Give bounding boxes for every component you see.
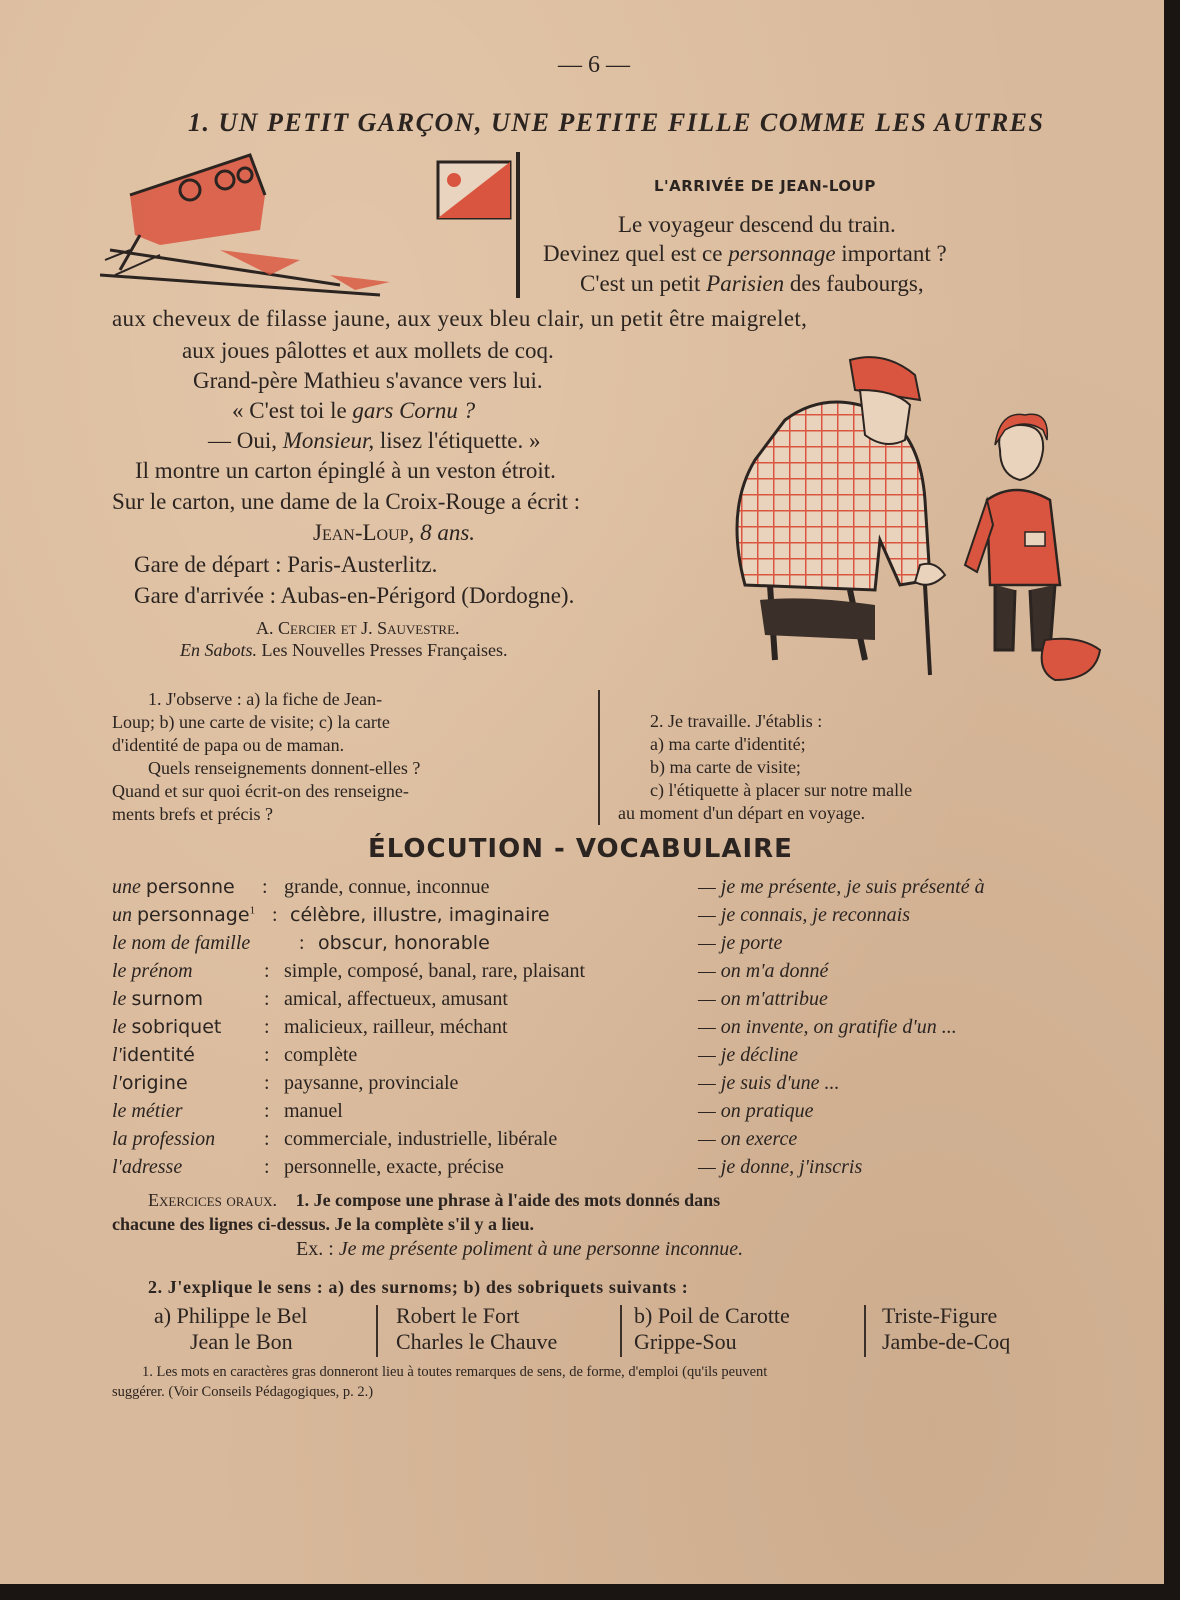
column-divider <box>598 690 600 825</box>
vocab-term <box>112 904 255 927</box>
footnote: suggérer. (Voir Conseils Pédagogiques, p. 2.) <box>112 1384 374 1400</box>
story-text: En Sabots. <box>180 640 258 660</box>
vocab-term <box>112 960 193 983</box>
story-line: Il montre un carton épinglé à un veston étroit. <box>135 458 556 483</box>
oral-exercise-2: 2. J'explique le sens : a) des surnoms; b) des sobriquets suivants : <box>148 1277 689 1297</box>
vocab-colon: : <box>299 932 305 954</box>
vocab-adjectives: personnelle, exacte, précise <box>284 1156 504 1178</box>
vocab-term <box>112 1072 188 1095</box>
oral-exercise-1-cont: chacune des lignes ci-dessus. Je la complète s'il y a lieu. <box>112 1214 534 1234</box>
vocab-term <box>112 1044 195 1067</box>
vocab-verbs: — on m'attribue <box>698 988 828 1010</box>
vocab-article: l'adresse <box>112 1156 183 1178</box>
footnote-marker: 1 <box>249 904 256 917</box>
vocab-colon: : <box>264 1100 270 1122</box>
vocab-word: personnage <box>137 904 250 926</box>
signal-flag-illustration <box>432 150 527 300</box>
vocab-verbs: — je suis d'une ... <box>698 1072 840 1094</box>
vocab-colon: : <box>264 1072 270 1094</box>
observe-line: ments brefs et précis ? <box>112 804 273 824</box>
story-text: Devinez quel est ce <box>543 241 729 266</box>
vocab-article: le nom de famille <box>112 932 251 954</box>
vocab-article: le <box>112 988 132 1010</box>
vocab-term <box>112 932 250 955</box>
names-grid <box>112 1303 1072 1359</box>
vocab-word: origine <box>121 1072 188 1094</box>
name-item: b) Poil de Carotte <box>634 1303 790 1328</box>
names-divider <box>620 1305 622 1357</box>
vocab-verbs: — on invente, on gratifie d'un ... <box>698 1016 957 1038</box>
vocab-adjectives: simple, composé, banal, rare, plaisant <box>284 960 586 982</box>
train-illustration <box>100 150 400 310</box>
story-text: C'est un petit <box>580 271 707 296</box>
story-line: Sur le carton, une dame de la Croix-Rouge a écrit : <box>112 489 581 514</box>
story-line: Gare d'arrivée : Aubas-en-Périgord (Dordogne). <box>134 583 575 608</box>
vocab-adjectives: manuel <box>284 1100 343 1122</box>
exercise-text: 1. Je compose une phrase à l'aide des mots donnés dans <box>295 1190 721 1210</box>
story-text: Les Nouvelles Presses Françaises. <box>257 640 508 660</box>
vocab-colon: : <box>264 988 270 1010</box>
example-prefix: Ex. : <box>296 1238 339 1260</box>
footnote: 1. Les mots en caractères gras donneront lieu à toutes remarques de sens, de forme, d'emploi (qu'ils peuvent <box>142 1364 768 1380</box>
vocab-verbs: — on exerce <box>698 1128 798 1150</box>
story-text: Le voyageur descend du train. <box>618 212 896 237</box>
vocab-adjectives: célèbre, illustre, imaginaire <box>290 904 550 926</box>
vocab-colon: : <box>264 1044 270 1066</box>
vocab-colon: : <box>264 1016 270 1038</box>
travaille-line: 2. Je travaille. J'établis : <box>650 711 823 731</box>
vocab-verbs: — je décline <box>698 1044 798 1066</box>
story-line <box>543 241 947 267</box>
vocabulary-table <box>112 876 1102 1176</box>
name-item: a) Philippe le Bel <box>154 1303 308 1328</box>
name-item: Robert le Fort <box>396 1303 520 1328</box>
vocab-verbs: — je donne, j'inscris <box>698 1156 863 1178</box>
vocab-article: le <box>112 1016 132 1038</box>
story-text: 8 ans. <box>420 520 476 545</box>
exercise-travaille <box>618 710 1088 825</box>
name-item: Jambe-de-Coq <box>882 1329 1011 1354</box>
story-line: aux cheveux de filasse jaune, aux yeux bleu clair, un petit être maigrelet, <box>112 306 808 331</box>
vocab-adjectives: obscur, honorable <box>318 932 490 954</box>
story-title: L'ARRIVÉE DE JEAN-LOUP <box>654 177 876 195</box>
example-text: Je me présente poliment à une personne inconnue. <box>338 1238 744 1260</box>
vocab-adjectives: paysanne, provinciale <box>284 1072 459 1094</box>
story-line: aux joues pâlottes et aux mollets de coq. <box>182 338 554 363</box>
vocab-adjectives: amical, affectueux, amusant <box>284 988 508 1010</box>
story-text: personnage <box>728 241 836 266</box>
story-text: lisez l'étiquette. » <box>374 428 541 453</box>
name-item: Grippe-Sou <box>634 1329 737 1354</box>
exercises-label: Exercices oraux. <box>148 1190 278 1210</box>
vocab-word: sobriquet <box>131 1016 222 1038</box>
chapter-title: 1. UN PETIT GARÇON, UNE PETITE FILLE COMME LES AUTRES <box>188 108 1045 137</box>
story-line: Gare de départ : Paris-Austerlitz. <box>134 552 438 577</box>
story-line <box>208 428 541 454</box>
vocab-colon: : <box>264 960 270 982</box>
story-line <box>580 271 924 297</box>
travaille-line: au moment d'un départ en voyage. <box>618 803 866 823</box>
story-source <box>180 640 507 661</box>
vocab-word: identité <box>121 1044 195 1066</box>
vocab-term <box>112 1128 215 1151</box>
exercise-observe <box>112 688 584 826</box>
story-author: A. Cercier et J. Sauvestre. <box>256 618 460 638</box>
vocab-verbs: — on m'a donné <box>698 960 829 982</box>
travaille-line: b) ma carte de visite; <box>650 757 801 777</box>
story-text: gars Cornu ? <box>352 398 476 423</box>
vocab-article: une <box>112 876 146 898</box>
travaille-line: c) l'étiquette à placer sur notre malle <box>650 780 913 800</box>
vocab-adjectives: commerciale, industrielle, libérale <box>284 1128 558 1150</box>
story-line: Grand-père Mathieu s'avance vers lui. <box>193 368 543 393</box>
vocab-article: le métier <box>112 1100 183 1122</box>
vocab-article: l' <box>112 1072 122 1094</box>
observe-line: Quand et sur quoi écrit-on des renseigne- <box>112 781 409 801</box>
vocab-adjectives: complète <box>284 1044 358 1066</box>
vocab-article: la profession <box>112 1128 216 1150</box>
vocab-term <box>112 988 203 1011</box>
vocab-article: le prénom <box>112 960 193 982</box>
story-text: Monsieur, <box>282 428 375 453</box>
vocab-term <box>112 1100 183 1123</box>
vocab-colon: : <box>272 904 278 926</box>
vocab-adjectives: grande, connue, inconnue <box>284 876 490 898</box>
name-item: Jean le Bon <box>190 1329 293 1354</box>
names-divider <box>376 1305 378 1357</box>
oral-exercise-1 <box>148 1190 720 1211</box>
observe-line: 1. J'observe : a) la fiche de Jean- <box>148 689 383 709</box>
story-text: « C'est toi le <box>232 398 353 423</box>
story-line <box>618 212 896 238</box>
story-text: Parisien <box>706 271 785 296</box>
observe-line: Loup; b) une carte de visite; c) la carte <box>112 712 390 732</box>
observe-line: Quels renseignements donnent-elles ? <box>148 758 421 778</box>
vocab-verbs: — je me présente, je suis présenté à <box>698 876 985 898</box>
section-title: ÉLOCUTION - VOCABULAIRE <box>368 834 793 864</box>
vocab-verbs: — on pratique <box>698 1100 814 1122</box>
example-sentence <box>296 1238 743 1261</box>
vocab-verbs: — je connais, je reconnais <box>698 904 911 926</box>
vocab-colon: : <box>262 876 268 898</box>
grandfather-and-boy-illustration <box>725 350 1105 690</box>
story-line <box>232 398 475 424</box>
vocab-article: un <box>112 904 137 926</box>
vocab-article: l' <box>112 1044 122 1066</box>
vocab-term <box>112 1156 182 1179</box>
name-item: Charles le Chauve <box>396 1329 558 1354</box>
page-number: — 6 — <box>558 52 630 78</box>
travaille-line: a) ma carte d'identité; <box>650 734 806 754</box>
story-text: des faubourgs, <box>784 271 924 296</box>
story-text: Jean-Loup, <box>313 520 421 545</box>
vocab-colon: : <box>264 1156 270 1178</box>
vocab-adjectives: malicieux, railleur, méchant <box>284 1016 508 1038</box>
name-item: Triste-Figure <box>882 1303 998 1328</box>
vocab-word: surnom <box>131 988 204 1010</box>
story-text: — Oui, <box>208 428 283 453</box>
vocab-term <box>112 876 235 899</box>
vocab-term <box>112 1016 221 1039</box>
names-divider <box>864 1305 866 1357</box>
story-line <box>313 520 475 546</box>
vocab-colon: : <box>264 1128 270 1150</box>
observe-line: d'identité de papa ou de maman. <box>112 735 345 755</box>
vocab-word: personne <box>145 876 235 898</box>
story-text: important ? <box>835 241 947 266</box>
vocab-verbs: — je porte <box>698 932 783 954</box>
